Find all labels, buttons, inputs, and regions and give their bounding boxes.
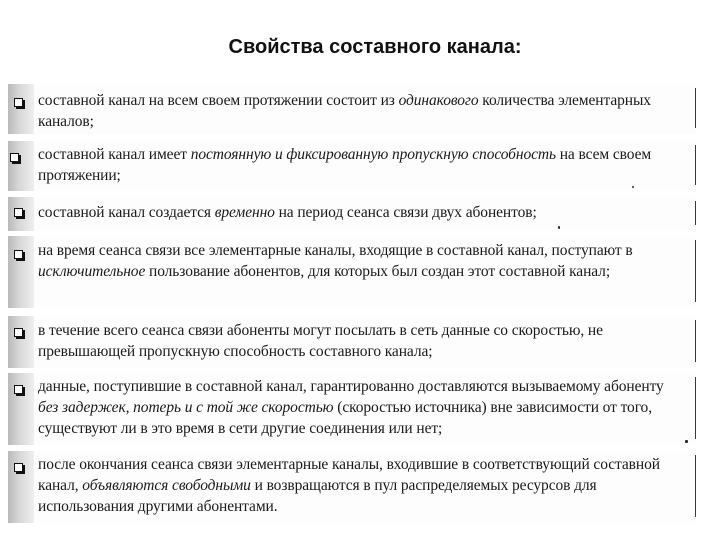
property-text: в течение всего сеанса связи абоненты могут посылать в сеть данные со скоростью, не превышающей пропускную способность составного канала; [38,322,603,360]
checkbox-bullet-icon [14,328,23,337]
scan-speck [685,440,688,443]
property-text: данные, поступившие в составной канал, гарантированно доставляются вызываемому абоненту без задержек, потерь и с той же скоростью (скоростью источника) вне зависимости от того, существуют ли в это время в сети другие соединения или нет; [38,378,664,437]
property-text: составной канал на всем своем протяжении состоит из одинакового количества элементарных каналов; [38,92,651,130]
checkbox-bullet-icon [14,463,23,472]
property-item-5 [8,316,696,368]
property-item-4 [8,236,696,308]
property-item-3 [8,197,696,231]
property-item-7 [8,451,696,523]
checkbox-bullet-icon [14,250,23,259]
slide-title: Свойства составного канала: [228,36,522,58]
checkbox-bullet-icon [10,153,19,162]
checkbox-bullet-icon [14,98,23,107]
checkbox-bullet-icon [14,385,23,394]
property-item-2 [8,141,696,191]
property-item-1 [8,84,696,134]
property-item-6 [8,373,696,445]
checkbox-bullet-icon [14,208,23,217]
property-text: на время сеанса связи все элементарные каналы, входящие в составной канал, поступают в исключительное пользование абонентов, для которых был создан этот составной канал; [38,242,633,280]
property-text: составной канал имеет постоянную и фиксированную пропускную способность на всем своем протяжении; [38,146,652,184]
property-text: составной канал создается временно на период сеанса связи двух абонентов; [38,204,537,221]
scan-speck [632,186,634,188]
property-text: после окончания сеанса связи элементарные каналы, входившие в соответствующий составной канал, объявляются свободными и возвращаются в пул распределяемых ресурсов для использования другими абонентами. [38,456,660,515]
scan-speck [558,226,560,229]
